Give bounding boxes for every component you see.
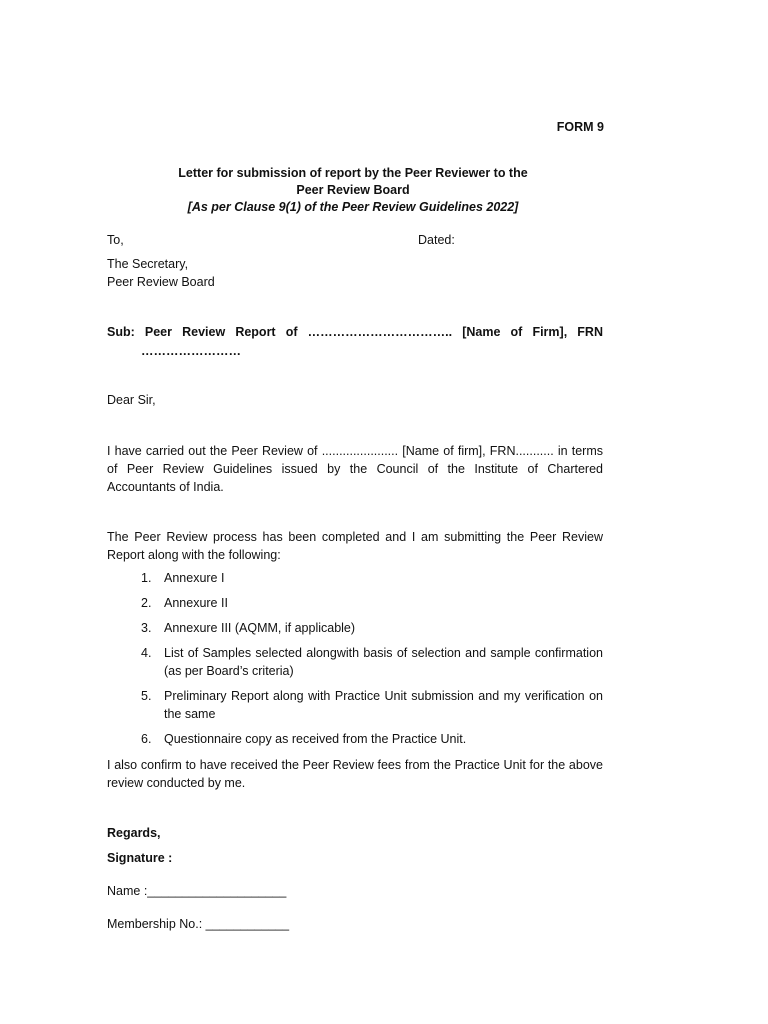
list-item <box>107 594 603 612</box>
list-item <box>107 644 603 680</box>
paragraph-fees-confirmation: I also confirm to have received the Peer Review fees from the Practice Unit for the above review conducted by me. <box>107 758 603 790</box>
list-item-number: 2. <box>141 596 152 610</box>
closing-regards: Regards, <box>107 826 161 840</box>
list-item-number: 1. <box>141 571 152 585</box>
list-item-text: Annexure I <box>164 571 225 585</box>
subject-word: Review <box>182 325 226 339</box>
subject-word: FRN <box>577 325 603 339</box>
list-item-number: 4. <box>141 646 152 660</box>
list-item-number: 6. <box>141 732 152 746</box>
paragraph-review-statement: I have carried out the Peer Review of ...................... [Name of firm], FRN........... in terms of Peer Review Guidelines issued by the Council of the Institute of Chartered Accountants of India. <box>107 444 603 494</box>
list-item-number: 5. <box>141 689 152 703</box>
list-item <box>107 730 603 748</box>
list-item <box>107 619 603 637</box>
attachments-list <box>107 569 603 755</box>
signature-label: Signature : <box>107 851 173 865</box>
title-clause-reference: [As per Clause 9(1) of the Peer Review Guidelines 2022] <box>187 200 519 214</box>
list-item <box>107 569 603 587</box>
letter-title <box>150 165 556 216</box>
list-item <box>107 687 603 723</box>
subject-word: Peer <box>144 325 172 339</box>
subject-line-1 <box>107 323 603 342</box>
subject-word: of <box>285 325 298 339</box>
form-number: FORM 9 <box>556 120 604 134</box>
list-item-text: Preliminary Report along with Practice Unit submission and my verification on the same <box>164 689 603 721</box>
dated-label: Dated: <box>418 233 455 247</box>
subject-word: Sub: <box>107 325 135 339</box>
list-item-text: Annexure III (AQMM, if applicable) <box>164 621 356 635</box>
name-field: Name :____________________ <box>107 884 287 898</box>
addressee-line-1: The Secretary, <box>107 257 189 271</box>
list-item-text: Questionnaire copy as received from the Practice Unit. <box>164 732 467 746</box>
subject-word: of <box>510 325 523 339</box>
title-line-2: Peer Review Board <box>296 183 410 197</box>
to-label: To, <box>107 233 124 247</box>
membership-number-field: Membership No.: ____________ <box>107 917 290 931</box>
title-line-1: Letter for submission of report by the Peer Reviewer to the <box>178 166 528 180</box>
subject-line-2: …………………… <box>141 344 241 358</box>
subject-word: Firm], <box>532 325 568 339</box>
addressee-line-2: Peer Review Board <box>107 274 215 289</box>
list-item-text: Annexure II <box>164 596 228 610</box>
salutation: Dear Sir, <box>107 393 156 407</box>
subject-line <box>107 323 603 361</box>
subject-word: Report <box>235 325 276 339</box>
paragraph-submission: The Peer Review process has been completed and I am submitting the Peer Review Report along with the following: <box>107 530 603 562</box>
addressee-block <box>107 256 215 291</box>
subject-word: [Name <box>462 325 501 339</box>
list-item-number: 3. <box>141 621 152 635</box>
subject-word: …………………………….. <box>307 325 453 339</box>
list-item-text: List of Samples selected alongwith basis of selection and sample confirmation (as per Board’s criteria) <box>164 646 603 678</box>
